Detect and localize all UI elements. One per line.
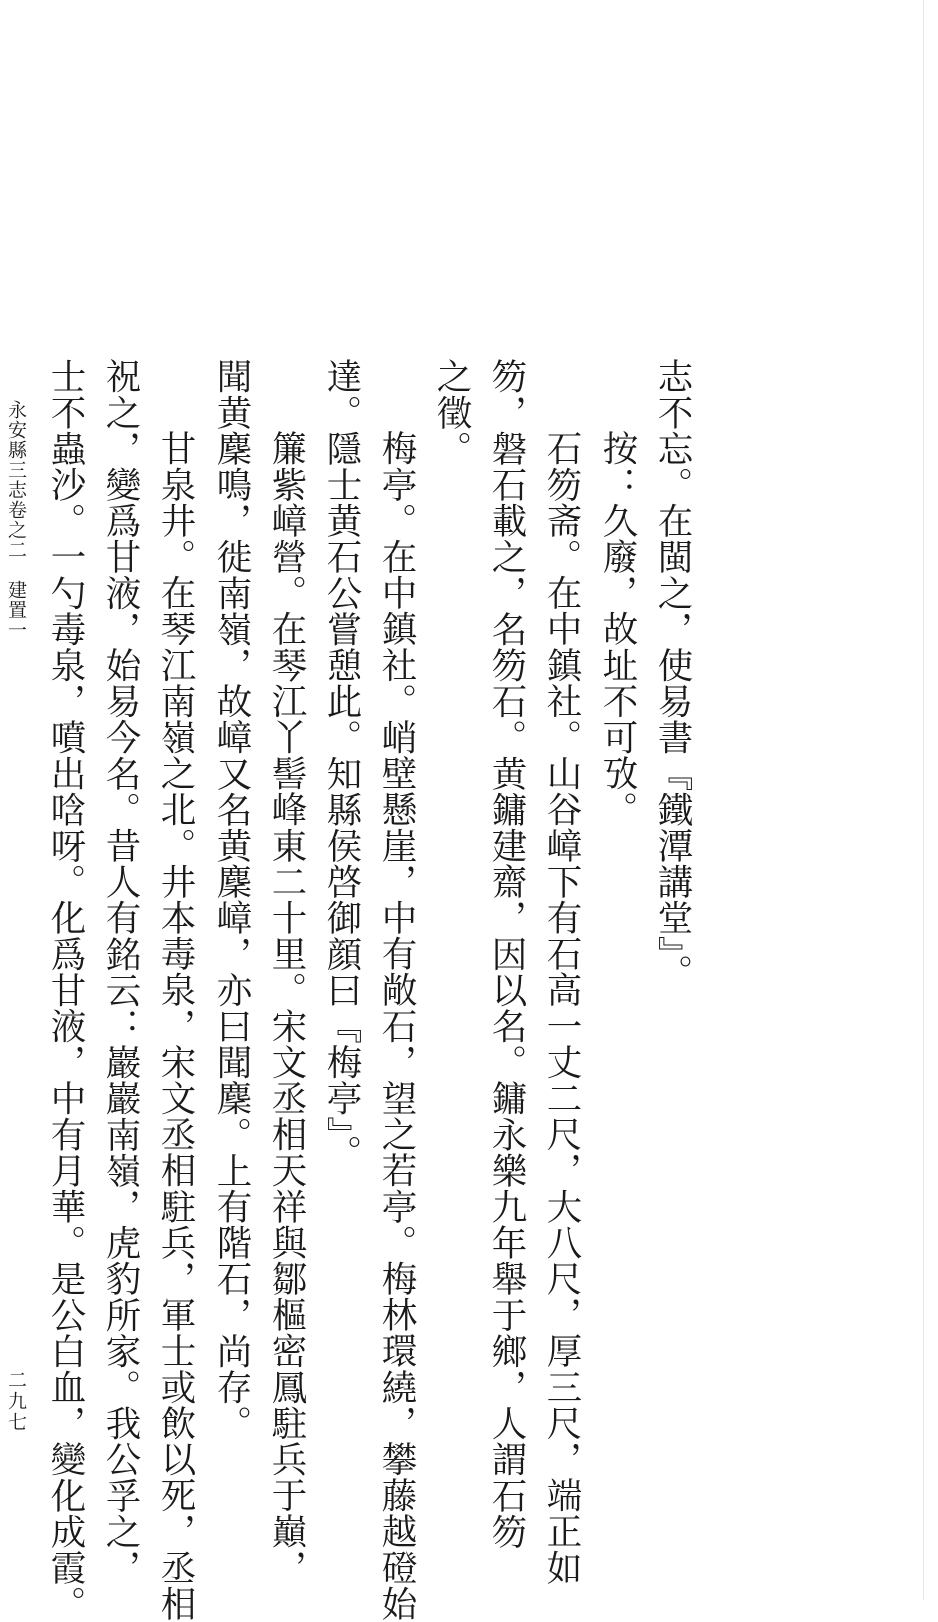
text-column-10: 甘泉井。在琴江南嶺之北。井本毒泉，宋文丞相駐兵，軍士或飲以死，丞相 xyxy=(155,430,196,1622)
text-column-4: 笏，磐石載之，名笏石。黄鏞建齋，因以名。鏞永樂九年舉于鄉，人謂石笏 xyxy=(486,358,527,1550)
book-title: 永安縣三志卷之二 xyxy=(5,400,27,560)
text-column-1: 志不忘。在閩之，使易書『鐵潭講堂』。 xyxy=(652,358,693,991)
text-column-12: 士不蟲沙。一勺毒泉，噴出唅呀。化爲甘液，中有月華。是公白血，變化成霞。 xyxy=(45,358,86,1622)
text-column-5: 之徵。 xyxy=(431,358,472,467)
text-column-11: 祝之，變爲甘液，始易今名。昔人有銘云：巖巖南嶺，虎豹所家。我公孚之， xyxy=(100,358,141,1586)
text-column-3: 石笏斋。在中鎮社。山谷嶂下有石高一丈二尺，大八尺，厚三尺，端正如 xyxy=(541,430,582,1586)
page-edge-line xyxy=(923,0,924,1600)
text-column-9: 聞黄麇鳴，徙南嶺，故嶂又名黄麇嶂，亦曰聞麇。上有階石，尚存。 xyxy=(211,358,252,1441)
text-column-6: 梅亭。在中鎮社。峭壁懸崖，中有敞石，望之若亭。梅林環繞，攀藤越磴始 xyxy=(376,430,417,1622)
section-name: 建置一 xyxy=(5,580,27,640)
text-column-7: 達。隱士黄石公嘗憩此。知縣侯啓御顔曰『梅亭』。 xyxy=(321,358,362,1171)
text-column-8: 簾紫嶂營。在琴江丫髻峰東二十里。宋文丞相天祥與鄒樞密鳳駐兵于巔， xyxy=(266,430,307,1586)
page-number: 二九七 xyxy=(5,1370,27,1433)
text-column-2: 按：久廢，故址不可攷。 xyxy=(597,430,638,828)
running-header xyxy=(4,400,28,640)
